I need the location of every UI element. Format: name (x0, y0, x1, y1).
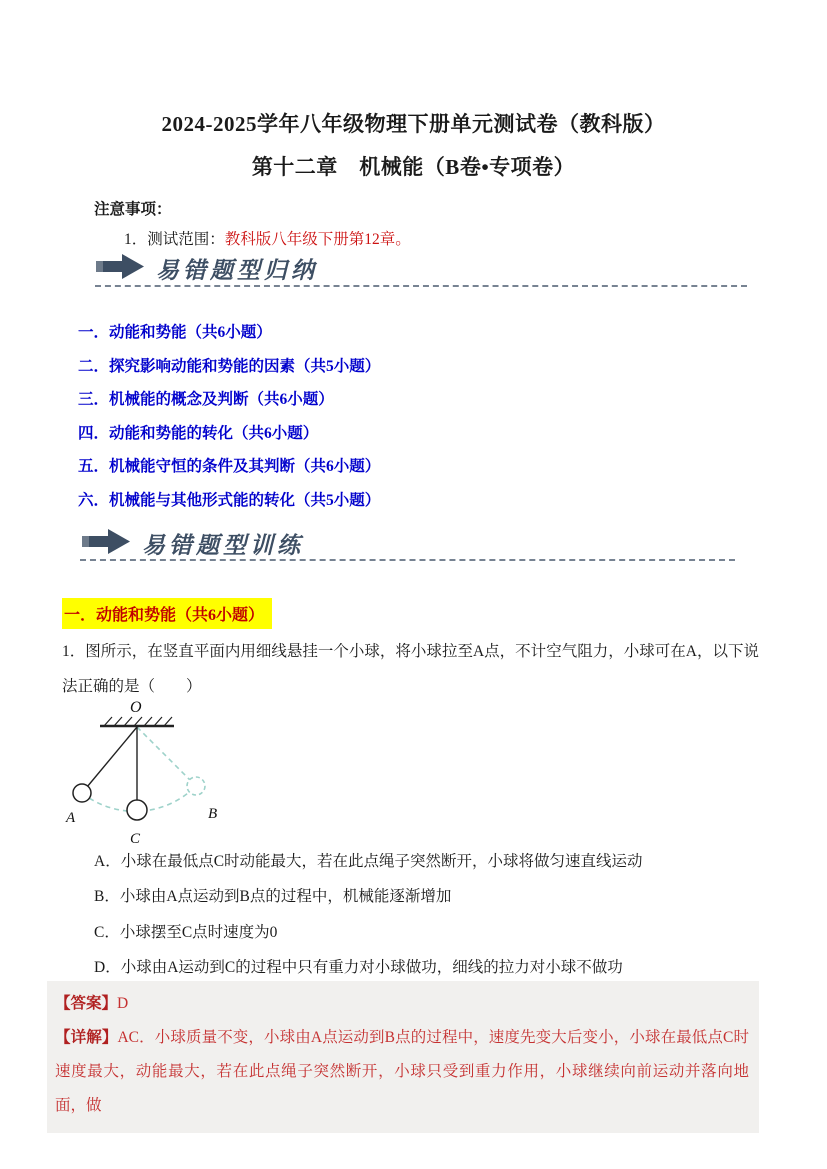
explanation-label: 【详解】 (55, 1029, 118, 1046)
dashed-divider (95, 285, 747, 287)
banner-training-label: 易错题型训练 (142, 533, 304, 558)
topic-item-6: 六．机械能与其他形式能的转化（共5小题） (78, 491, 381, 509)
topic-item-5: 五．机械能守恒的条件及其判断（共6小题） (78, 458, 381, 475)
question-1-text (62, 634, 759, 704)
section-header-highlighted: 一．动能和势能（共6小题） (62, 598, 272, 629)
option-A-label: A． (94, 853, 121, 870)
ball-at-C (127, 800, 147, 820)
topic-item-4: 四．动能和势能的转化（共6小题） (78, 424, 319, 442)
topic-item-2: 二．探究影响动能和势能的因素（共5小题） (78, 357, 381, 375)
banner-summary-label: 易错题型归纳 (156, 258, 318, 283)
ball-at-A (73, 784, 91, 802)
chapter-subtitle: 第十二章 机械能（B卷•专项卷） (251, 155, 576, 179)
option-D-label: D． (94, 958, 121, 976)
option-A-text: 小球在最低点C时动能最大，若在此点绳子突然断开，小球将做匀速直线运动 (120, 853, 643, 870)
explanation-text: AC．小球质量不变，小球由A点运动到B点的过程中，速度先变大后变小，小球在最低点C时速度最大，动能最大，若在此点绳子突然断开，小球只受到重力作用，小球继续向前运动并落向地面，做 (55, 1029, 749, 1114)
option-B (94, 884, 744, 919)
document-title: 2024-2025学年八年级物理下册单元测试卷（教科版） (161, 112, 666, 136)
right-arrow-icon (96, 253, 146, 285)
option-C (94, 920, 744, 955)
topic-item-1: 一．动能和势能（共6小题） (78, 324, 272, 341)
topic-overview-list (78, 320, 380, 521)
dashed-divider (80, 559, 735, 561)
explanation-line (55, 1021, 749, 1123)
ball-at-B-dashed (187, 777, 205, 795)
option-C-label: C． (94, 923, 120, 941)
note-scope-text: 教科版八年级下册第12章。 (224, 231, 411, 248)
note-item-1 (124, 227, 411, 249)
option-C-text: 小球摆至C点时速度为0 (119, 923, 278, 941)
answer-line (55, 987, 749, 1021)
label-O: O (130, 699, 142, 716)
note-prefix: 1．测试范围： (124, 231, 225, 248)
banner-summary (96, 252, 318, 285)
topic-item-3: 三．机械能的概念及判断（共6小题） (78, 391, 334, 408)
notes-heading: 注意事项： (94, 201, 172, 218)
question-number: 1． (62, 643, 86, 660)
answer-value: D (117, 995, 129, 1012)
option-B-label: B． (94, 888, 120, 906)
label-A: A (66, 810, 76, 826)
banner-training (82, 527, 304, 560)
option-D-text: 小球由A运动到C的过程中只有重力对小球做功，细线的拉力对小球不做功 (120, 958, 623, 976)
pendulum-diagram (60, 698, 238, 855)
option-list (94, 849, 744, 990)
answer-explanation-block (47, 981, 759, 1133)
option-B-text: 小球由A点运动到B点的过程中，机械能逐渐增加 (119, 888, 452, 906)
label-C: C (130, 831, 141, 847)
option-A (94, 849, 744, 884)
question-body: 图所示，在竖直平面内用细线悬挂一个小球，将小球拉至A点，不计空气阻力，小球可在A，以下说法正确的是（ ） (62, 643, 759, 695)
label-B: B (208, 806, 218, 822)
answer-label: 【答案】 (55, 995, 118, 1012)
right-arrow-icon (82, 528, 132, 560)
